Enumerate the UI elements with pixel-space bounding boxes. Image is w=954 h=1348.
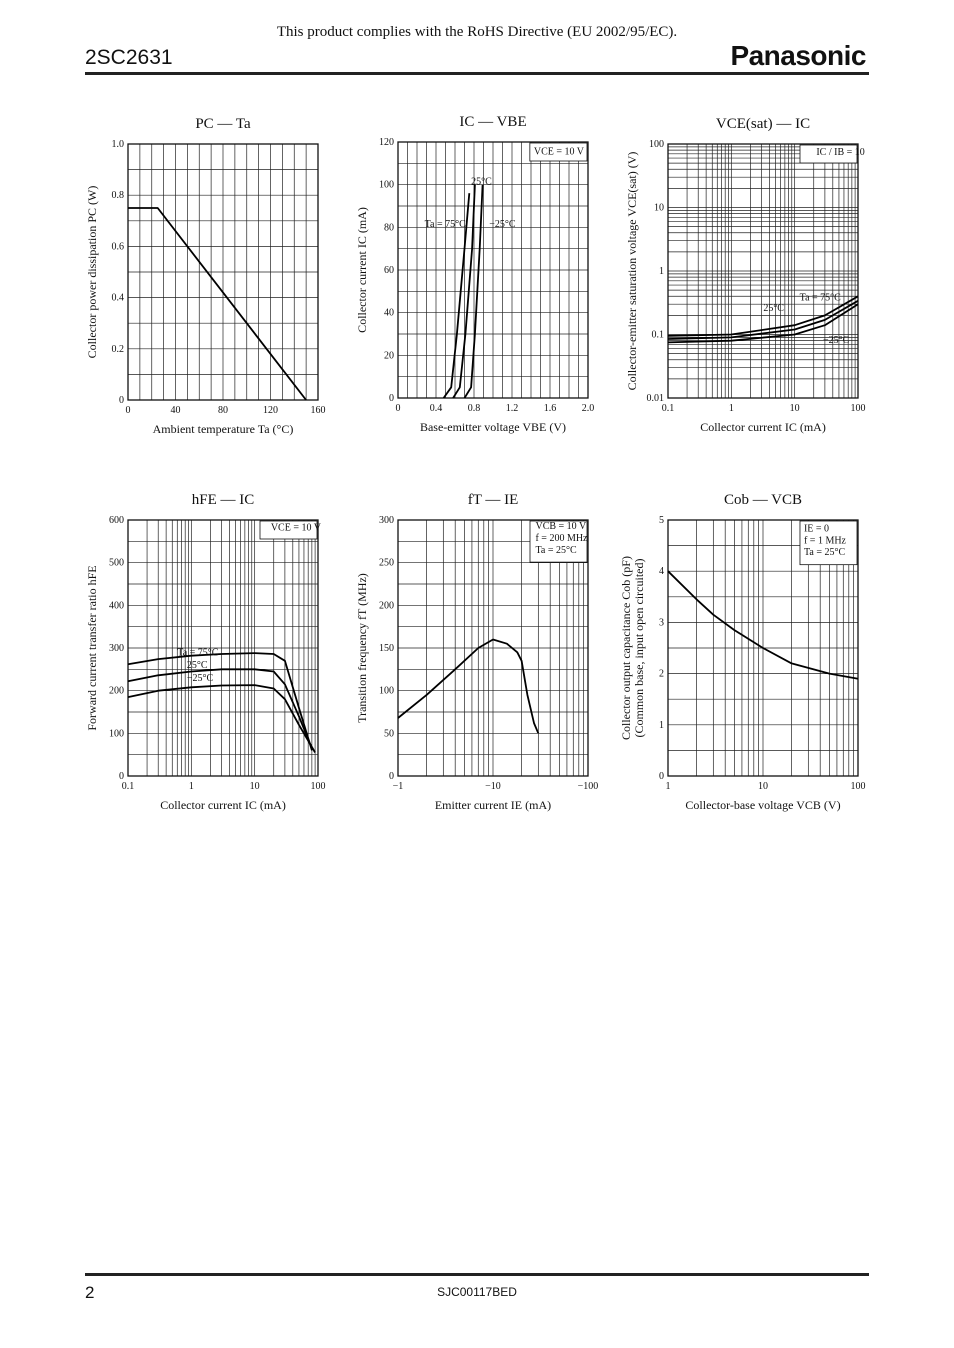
x-axis-label: Ambient temperature Ta (°C) [152, 422, 294, 436]
y-tick-label: 3 [659, 617, 664, 629]
y-tick-label: 0 [119, 771, 124, 782]
vcesat-ic-grid [668, 144, 858, 398]
chart-annotation: 25°C [471, 176, 492, 188]
chart-annotation: Ta = 25°C [803, 547, 846, 559]
chart-annotation: Ta = 75°C [424, 219, 466, 231]
ft-ie-chart [355, 492, 598, 812]
pc-ta-chart [85, 116, 326, 436]
x-tick-label: 10 [789, 403, 800, 414]
x-tick-label: 160 [310, 405, 326, 416]
chart-annotation: Ta = 75°C [799, 292, 841, 304]
y-tick-label: 100 [649, 139, 664, 150]
x-tick-label: 10 [249, 781, 260, 792]
y-tick-label: 50 [384, 728, 394, 740]
y-axis-label: Collector output capacitance Cob (pF) [619, 556, 633, 740]
chart-title: VCE(sat) — IC [715, 116, 811, 132]
y-tick-label: 0 [389, 393, 394, 404]
x-tick-label: 1 [665, 781, 671, 792]
rohs-note: This product complies with the RoHS Directive (EU 2002/95/EC). [276, 24, 678, 40]
y-tick-label: 10 [654, 202, 664, 214]
x-tick-label: −100 [577, 781, 599, 792]
x-tick-label: 0.4 [429, 403, 443, 414]
x-tick-label: 40 [170, 405, 181, 416]
y-tick-label: 0.2 [111, 343, 124, 355]
x-tick-label: 1.6 [543, 403, 557, 414]
x-tick-label: 100 [850, 403, 866, 414]
chart-annotation: 25°C [763, 303, 784, 315]
chart-title: Cob — VCB [723, 492, 803, 508]
x-tick-label: 0.8 [467, 403, 481, 414]
y-tick-label: 120 [379, 137, 394, 148]
chart-title: IC — VBE [459, 114, 527, 130]
brand-logo: Panasonic [730, 40, 866, 71]
y-tick-label: 1.0 [111, 139, 124, 150]
chart-annotation: Ta = 75°C [177, 647, 219, 659]
x-axis-label: Emitter current IE (mA) [434, 798, 552, 812]
x-tick-label: 1.2 [505, 403, 519, 414]
chart-annotation: −25°C [489, 219, 516, 231]
y-tick-label: 300 [379, 515, 394, 526]
chart-annotation: −25°C [186, 673, 214, 685]
x-tick-label: 0.1 [661, 403, 675, 414]
y-axis-label: Forward current transfer ratio hFE [85, 565, 99, 731]
chart-annotation: f = 1 MHz [803, 535, 847, 547]
y-tick-label: 600 [109, 515, 124, 526]
chart-annotation: 25°C [186, 660, 208, 672]
y-tick-label: 100 [379, 685, 394, 697]
y-tick-label: 80 [384, 222, 394, 234]
cob-vcb-chart [619, 492, 866, 812]
y-tick-label: 0.4 [111, 292, 124, 304]
y-tick-label: 0.6 [111, 241, 124, 253]
x-tick-label: 80 [218, 405, 228, 416]
x-tick-label: 1 [728, 403, 734, 414]
footer-rule [85, 1273, 869, 1276]
x-tick-label: 100 [310, 781, 326, 792]
y-tick-label: 2 [659, 668, 664, 680]
chart-annotation: f = 200 MHz [535, 533, 588, 545]
pc-ta-series-1 [128, 208, 306, 400]
part-number: 2SC2631 [85, 46, 173, 69]
x-tick-label: −1 [392, 781, 404, 792]
x-axis-label: Collector current IC (mA) [160, 798, 286, 812]
y-tick-label: 100 [379, 179, 394, 191]
y-tick-label: 400 [109, 600, 124, 612]
ic-vbe-chart [355, 114, 594, 434]
ft-ie-series-1 [398, 640, 538, 734]
y-tick-label: 250 [379, 557, 394, 569]
chart-annotation: VCE = 10 V [270, 522, 322, 534]
page-number: 2 [85, 1283, 95, 1302]
x-tick-label: 120 [263, 405, 278, 416]
vcesat-ic-chart [625, 116, 866, 434]
x-axis-label: Base-emitter voltage VBE (V) [419, 420, 567, 434]
pc-ta-grid [128, 144, 318, 400]
x-axis-label: Collector-base voltage VCB (V) [685, 798, 841, 812]
y-axis-label: Collector current IC (mA) [355, 207, 369, 333]
y-tick-label: 4 [659, 566, 664, 578]
y-tick-label: 150 [379, 643, 394, 654]
chart-annotation: VCE = 10 V [533, 146, 585, 158]
x-tick-label: 2.0 [581, 403, 595, 414]
y-tick-label: 300 [109, 643, 124, 654]
x-tick-label: −10 [485, 781, 501, 792]
chart-title: fT — IE [467, 492, 519, 508]
chart-annotation: VCB = 10 V [535, 521, 587, 533]
y-tick-label: 0 [659, 771, 664, 782]
chart-annotation: IC / IB = 10 [816, 146, 865, 158]
y-axis-label: Collector-emitter saturation voltage VCE(sat) (V) [625, 151, 639, 391]
hfe-ic-grid [128, 520, 318, 776]
x-tick-label: 1 [188, 781, 194, 792]
y-tick-label: 20 [384, 350, 394, 362]
chart-annotation: Ta = 25°C [535, 545, 577, 557]
chart-annotation: −25°C [822, 334, 850, 346]
y-tick-label: 0.8 [111, 190, 124, 202]
hfe-ic-series-2 [128, 669, 312, 748]
y-axis-label: Collector power dissipation PC (W) [85, 185, 99, 359]
y-tick-label: 100 [109, 728, 124, 740]
y-tick-label: 1 [659, 266, 664, 277]
chart-title: PC — Ta [195, 116, 251, 132]
x-tick-label: 0 [125, 405, 131, 416]
y-tick-label: 200 [379, 600, 394, 612]
y-tick-label: 200 [109, 685, 124, 697]
x-tick-label: 10 [758, 781, 768, 792]
chart-annotation: IE = 0 [803, 523, 830, 535]
y-tick-label: 40 [384, 307, 394, 319]
x-tick-label: 0 [395, 403, 401, 414]
ic-vbe-grid [398, 142, 588, 398]
hfe-ic-chart [85, 492, 326, 812]
y-tick-label: 0.01 [646, 393, 664, 404]
x-tick-label: 0.1 [121, 781, 135, 792]
y-tick-label: 0 [389, 771, 394, 782]
y-tick-label: 5 [659, 515, 664, 526]
x-tick-label: 100 [850, 781, 866, 792]
y-tick-label: 1 [659, 719, 664, 731]
y-tick-label: 0.1 [651, 329, 664, 341]
hfe-ic-series-1 [128, 653, 312, 750]
y-axis-label: Transition frequency fT (MHz) [355, 573, 369, 723]
y-tick-label: 0 [119, 395, 124, 406]
y-axis-label-2: (Common base, input open circuited) [632, 558, 646, 738]
chart-title: hFE — IC [191, 492, 255, 508]
document-code: SJC00117BED [437, 1285, 517, 1299]
y-tick-label: 500 [109, 557, 124, 569]
y-tick-label: 60 [384, 265, 394, 276]
x-axis-label: Collector current IC (mA) [700, 420, 826, 434]
